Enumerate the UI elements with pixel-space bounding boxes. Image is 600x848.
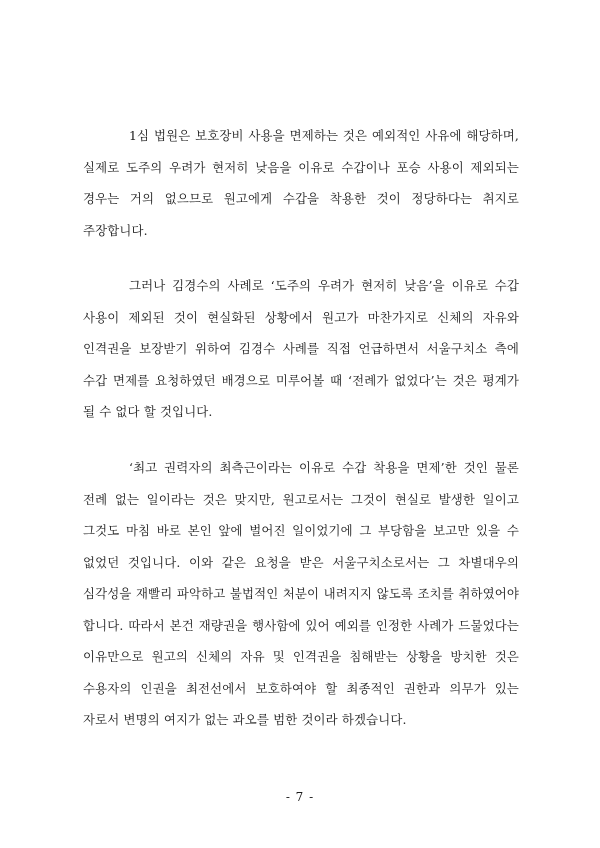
paragraph-first-instance-court-claim: 1심 법원은 보호장비 사용을 면제하는 것은 예외적인 사유에 해당하며, 실제로 도주의 우려가 현저히 낮음을 이유로 수갑이나 포승 사용이 제외되는 경우는 거의 없으므로 원고에게 수갑을 착용한 것이 정당하다는 취지로 주장합니다. bbox=[83, 128, 519, 238]
paragraph-kim-kyung-soo-precedent: 그러나 김경수의 사례로 ‘도주의 우려가 현저히 낮음’을 이유로 수갑 사용이 제외된 것이 현실화된 상황에서 원고가 마찬가지로 신체의 자유와 인격권을 보장받기 위하여 김경수 사례를 직접 언급하면서 서울구치소 측에 수갑 면제를 요청하였던 배경으로 미루어볼 때 ‘전례가 없었다’는 것은 평계가 될 수 없다 할 것입니다. bbox=[83, 278, 519, 419]
paragraph-detention-center-duty: ‘최고 권력자의 최측근이라는 이유로 수갑 착용을 면제’한 것인 물론 전례 없는 일이라는 것은 맞지만, 원고로서는 그것이 현실로 발생한 일이고 그것도 마침 바로 본인 앞에 벌어진 일이었기에 그 부당함을 보고만 있을 수 없었던 것입니다. 이와 같은 요청을 받은 서울구치소로서는 그 차별대우의 심각성을 재빨리 파악하고 불법적인 처분이 내려지지 않도록 조치를 취하였어야 합니다. 따라서 본건 재량권을 행사함에 있어 예외를 인정한 사례가 드물었다는 이유만으로 원고의 신체의 자유 및 인격권을 침해받는 상황을 방치한 것은 수용자의 인권을 최전선에서 보호하여야 할 최종적인 권한과 의무가 있는 자로서 변명의 여지가 없는 과오를 범한 것이라 하겠습니다. bbox=[83, 460, 519, 727]
page-number: - 7 - bbox=[285, 790, 315, 804]
